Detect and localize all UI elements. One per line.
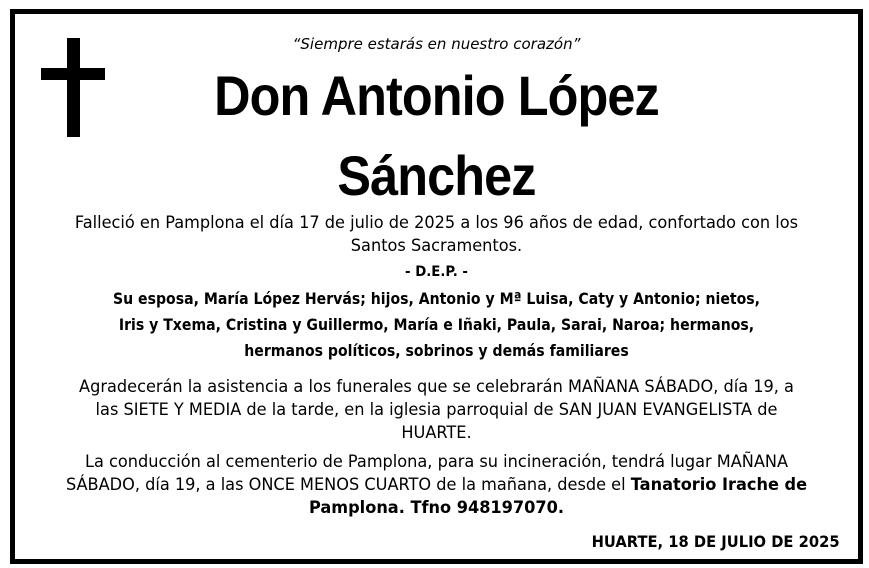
funeral-notice [49,376,823,445]
conduction-line2 [49,474,823,497]
family-line1: Su esposa, María López Hervás; hijos, Antonio y Mª Luisa, Caty y Antonio; nietos, [112,289,761,308]
deceased-name-line2: Sánchez [337,144,536,207]
deceased-name-line1: Don Antonio López [214,64,659,127]
deceased-name [57,56,816,216]
funeral-line2: las SIETE Y MEDIA de la tarde, en la iglesia parroquial de SAN JUAN EVANGELISTA de [95,400,778,420]
conduction-line1: La conducción al cementerio de Pamplona, para su incineración, tendrá lugar MAÑANA [84,452,789,472]
conduction-line3 [49,497,823,520]
funeral-line1: Agradecerán la asistencia a los funerales que se celebrarán MAÑANA SÁBADO, día 19, a [79,377,794,397]
funeral-home-phone: Pamplona. Tfno 948197070. [308,498,565,518]
funeral-line3: HUARTE. [401,423,472,443]
funeral-home-name: Tanatorio Irache de [630,475,808,495]
conduction-line2-text: SÁBADO, día 19, a las ONCE MENOS CUARTO de la mañana, desde el [65,475,631,495]
death-notice-line1: Falleció en Pamplona el día 17 de julio de 2025 a los 96 años de edad, confortado con los [74,213,799,233]
death-notice [49,212,823,258]
dep-label: - D.E.P. - [405,264,468,280]
family-list [78,286,795,364]
conduction-notice [49,451,823,520]
place-date-footer: HUARTE, 18 DE JULIO DE 2025 [592,532,840,551]
family-line2: Iris y Txema, Cristina y Guillermo, María e Iñaki, Paula, Sarai, Naroa; hermanos, [118,315,755,334]
family-line3: hermanos políticos, sobrinos y demás familiares [244,341,629,360]
obituary-frame [10,9,863,564]
death-notice-line2: Santos Sacramentos. [350,236,523,256]
memorial-quote: “Siempre estarás en nuestro corazón” [292,35,581,53]
